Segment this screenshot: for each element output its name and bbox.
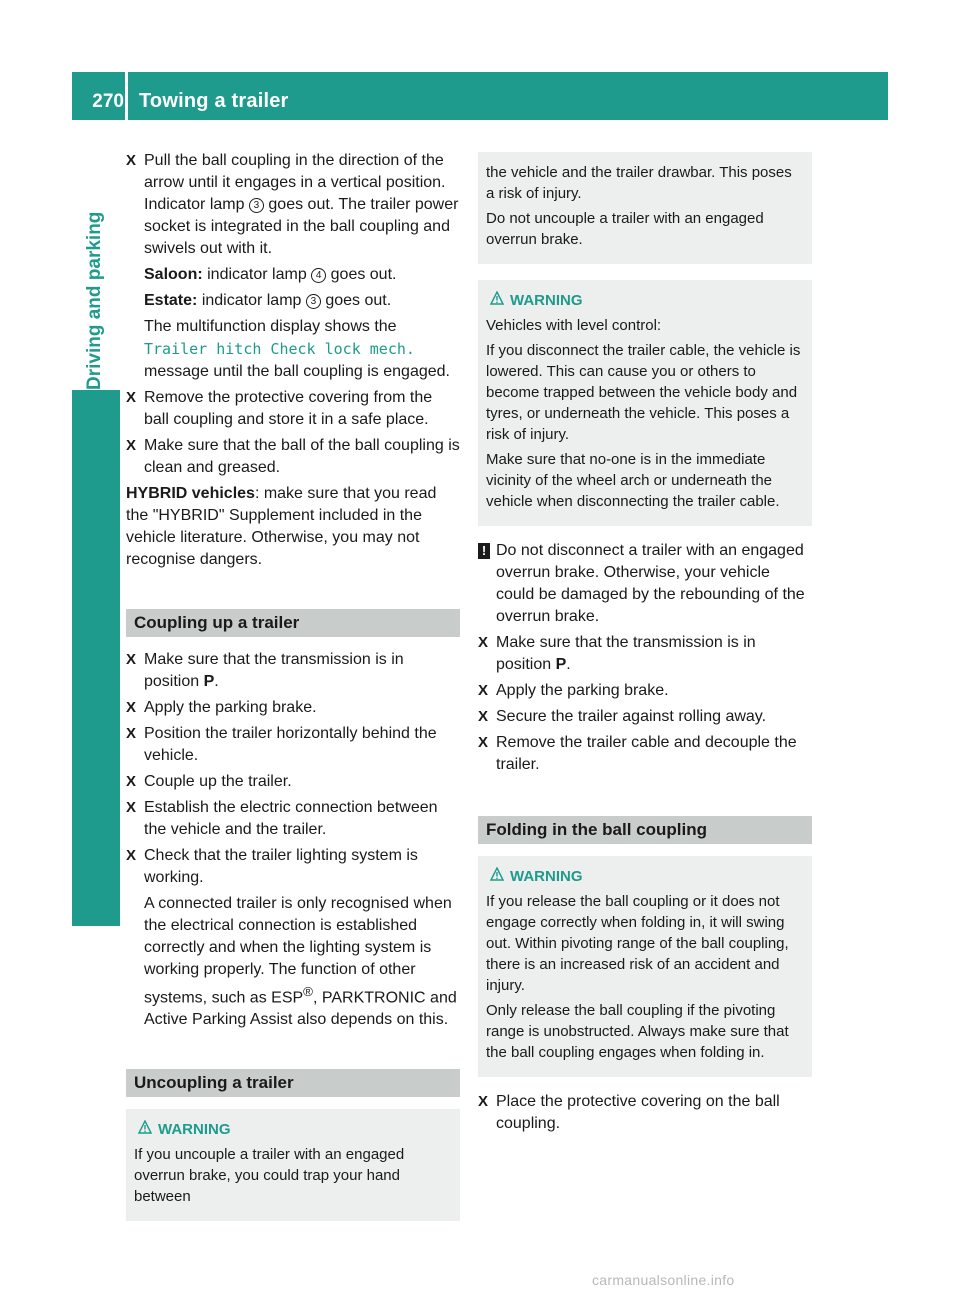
step-marker-icon: X — [478, 634, 489, 651]
indicator-lamp-3-icon: 3 — [249, 198, 264, 213]
step-electric-connection: X Establish the electric connection between the vehicle and the trailer. — [126, 799, 438, 838]
side-tab-label: Driving and parking — [84, 211, 105, 390]
warning-text: If you disconnect the trailer cable, the vehicle is lowered. This can cause you or others to become trapped between the vehicle body and tyres, or underneath the vehicle. This poses a risk of injury. — [486, 342, 801, 443]
step-marker-icon: X — [126, 699, 137, 716]
step-transmission: X Make sure that the transmission is in position P. — [126, 651, 404, 690]
step-place-cover: X Place the protective covering on the ball coupling. — [478, 1093, 780, 1132]
step-check-clean: X Make sure that the ball of the ball coupling is clean and greased. — [126, 437, 460, 476]
warning-triangle-icon — [490, 867, 504, 881]
warning-heading: WARNING — [486, 866, 804, 887]
step-marker-icon: X — [126, 847, 137, 864]
warning-box-folding — [478, 856, 812, 1077]
section-title-folding: Folding in the ball coupling — [478, 816, 812, 844]
warning-triangle-icon — [138, 1120, 152, 1134]
step-parking-brake: X Apply the parking brake. — [478, 680, 812, 702]
warning-box-uncouple-continued — [478, 152, 812, 264]
estate-note: Estate: indicator lamp 3 goes out. — [144, 292, 392, 309]
step-marker-icon: X — [478, 734, 489, 751]
step-parking-brake: X Apply the parking brake. — [126, 697, 460, 719]
step-secure-trailer: X Secure the trailer against rolling away. — [478, 706, 812, 728]
step-remove-cover: X Remove the protective covering from the ball coupling and store it in a safe place. — [126, 389, 433, 428]
step-marker-icon: X — [478, 1093, 489, 1110]
warning-heading: WARNING — [134, 1119, 452, 1140]
section-title-coupling: Coupling up a trailer — [126, 609, 460, 637]
warning-box-level-control — [478, 280, 812, 526]
step-marker-icon: X — [126, 437, 137, 454]
step-couple-up: X Couple up the trailer. — [126, 771, 460, 793]
exclamation-icon: ! — [478, 543, 490, 559]
warning-heading: WARNING — [486, 290, 804, 311]
saloon-note: Saloon: indicator lamp 4 goes out. — [144, 266, 397, 283]
hybrid-note: HYBRID vehicles: make sure that you read the "HYBRID" Supplement included in the vehicle literature. Otherwise, you may not recognise dangers. — [126, 485, 437, 568]
warning-box-uncouple — [126, 1109, 460, 1221]
step-marker-icon: X — [478, 708, 489, 725]
page-number: 270 — [92, 91, 124, 112]
step-marker-icon: X — [126, 773, 137, 790]
warning-text: Only release the ball coupling if the pivoting range is unobstructed. Always make sure that the ball coupling engages when folding in. — [486, 1002, 789, 1061]
step-marker-icon: X — [478, 682, 489, 699]
warning-text: Make sure that no-one is in the immediate vicinity of the wheel arch or underneath the vehicle when disconnecting the trailer cable. — [486, 451, 780, 510]
right-column — [478, 150, 812, 1139]
damage-note: ! Do not disconnect a trailer with an engaged overrun brake. Otherwise, your vehicle could be damaged by the rebounding of the overrun brake. — [478, 540, 812, 628]
step-transmission: X Make sure that the transmission is in position P. — [478, 634, 756, 673]
warning-triangle-icon — [490, 291, 504, 305]
warning-text: If you release the ball coupling or it does not engage correctly when folding in, it will swing out. Within pivoting range of the ball coupling, there is an increased risk of an accident and injury. — [486, 893, 789, 994]
step-pull-ball-coupling: X Pull the ball coupling in the direction of the arrow until it engages in a vertical position. Indicator lamp 3 goes out. The trailer power socket is integrated in the ball coupling and swivels out with it. — [126, 152, 459, 257]
step-marker-icon: X — [126, 389, 137, 406]
step-remove-cable: X Remove the trailer cable and decouple the trailer. — [478, 734, 797, 773]
warning-text: If you uncouple a trailer with an engaged overrun brake, you could trap your hand between — [134, 1146, 405, 1206]
header-divider — [125, 72, 128, 120]
indicator-lamp-3-icon: 3 — [306, 294, 321, 309]
page-title: Towing a trailer — [139, 90, 289, 112]
step-check-lighting: X Check that the trailer lighting system is working. — [126, 847, 418, 886]
watermark: carmanualsonline.info — [592, 1272, 735, 1288]
warning-text: the vehicle and the trailer drawbar. This poses a risk of injury. — [486, 164, 792, 202]
warning-text: Vehicles with level control: — [486, 317, 662, 334]
step-marker-icon: X — [126, 651, 137, 668]
step-marker-icon: X — [126, 725, 137, 742]
display-message: Trailer hitch Check lock mech. — [144, 340, 415, 358]
step-marker-icon: X — [126, 799, 137, 816]
step-position-trailer: X Position the trailer horizontally behind the vehicle. — [126, 725, 437, 764]
left-column — [126, 150, 460, 1221]
connected-trailer-note: A connected trailer is only recognised when the electrical connection is established correctly and when the lighting system is working properly. The function of other systems, such as ESP®, PARKTRONIC and Active Parking Assist also depends on this. — [144, 895, 457, 1029]
section-title-uncoupling: Uncoupling a trailer — [126, 1069, 460, 1097]
display-message-note: The multifunction display shows the Trailer hitch Check lock mech. message until the ball coupling is engaged. — [144, 318, 450, 380]
indicator-lamp-4-icon: 4 — [311, 268, 326, 283]
warning-text: Do not uncouple a trailer with an engaged overrun brake. — [486, 210, 764, 248]
step-marker-icon: X — [126, 152, 137, 169]
